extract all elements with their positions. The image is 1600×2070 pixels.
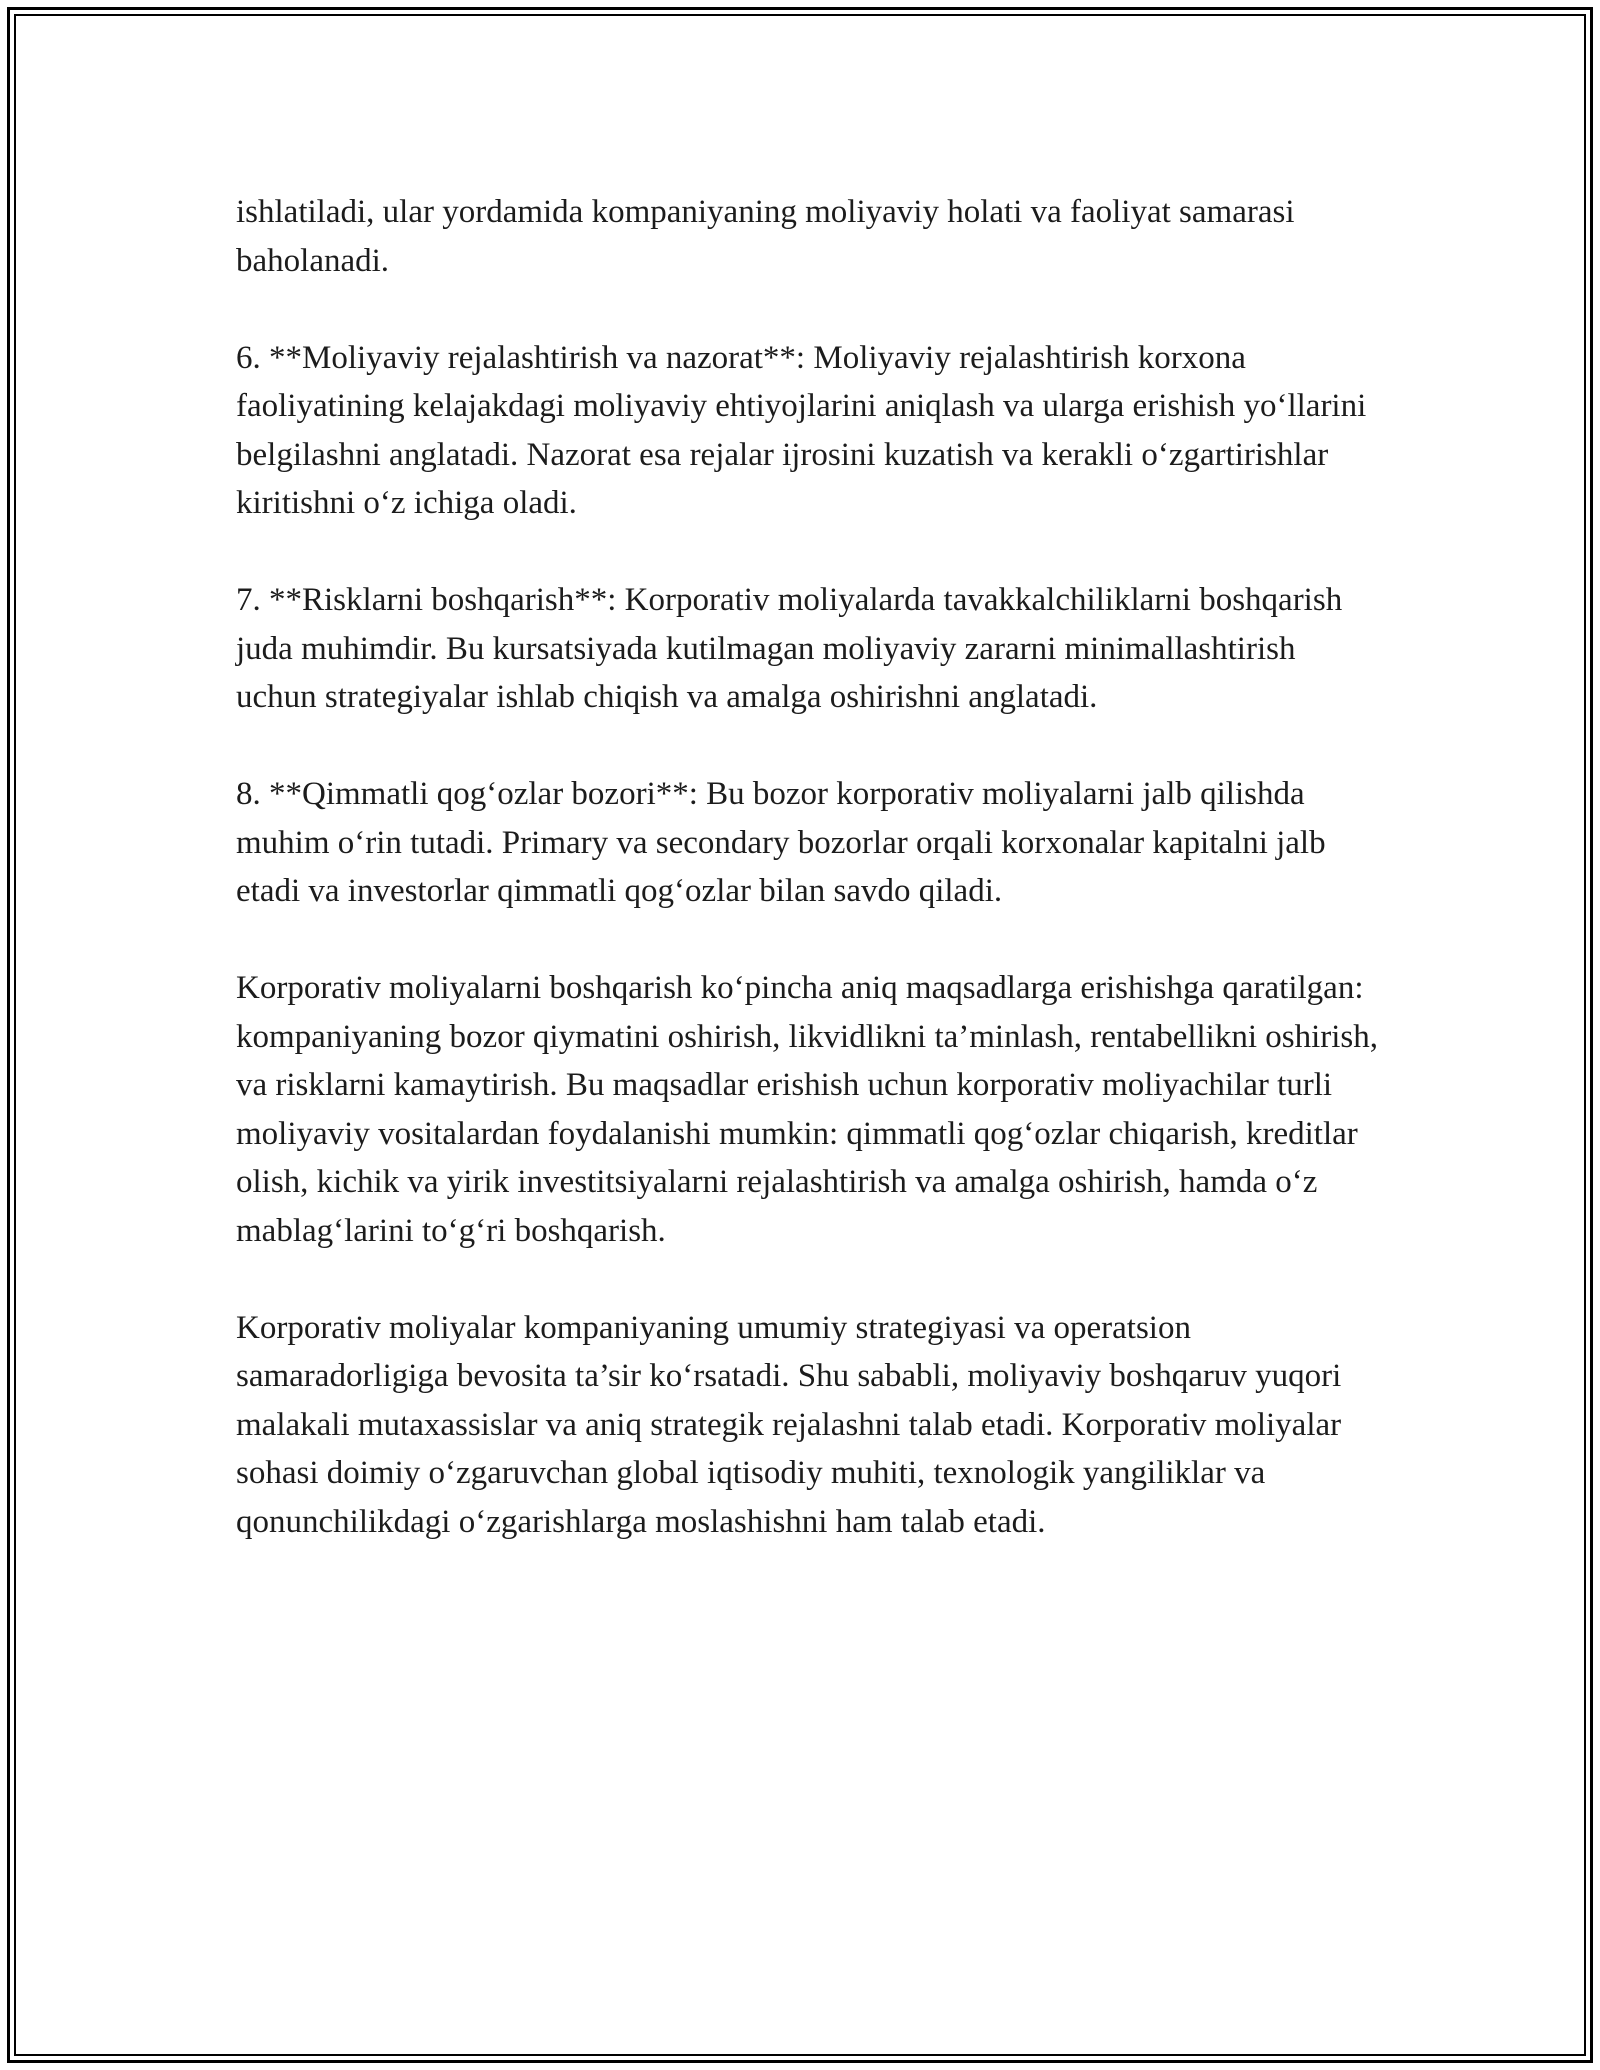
document-body (236, 188, 1381, 1546)
paragraph-item-8-securities-market: 8. **Qimmatli qog‘ozlar bozori**: Bu bozor korporativ moliyalarni jalb qilishda muhim o‘rin tutadi. Primary va secondary bozorlar orqali korxonalar kapitalni jalb etadi va investorlar qimmatli qog‘ozlar bilan savdo qiladi. (236, 776, 1326, 909)
paragraph-item-6-financial-planning: 6. **Moliyaviy rejalashtirish va nazorat**: Moliyaviy rejalashtirish korxona faoliyatining kelajakdagi moliyaviy ehtiyojlarini aniqlash va ularga erishish yo‘llarini belgilashni anglatadi. Nazorat esa rejalar ijrosini kuzatish va kerakli o‘zgartirishlar kiritishni o‘z ichiga oladi. (236, 339, 1367, 521)
paragraph-management-goals: Korporativ moliyalarni boshqarish ko‘pincha aniq maqsadlarga erishishga qaratilgan: kompaniyaning bozor qiymatini oshirish, likvidlikni ta’minlash, rentabellikni oshirish, va risklarni kamaytirish. Bu maqsadlar erishish uchun korporativ moliyachilar turli moliyaviy vositalardan foydalanishi mumkin: qimmatli qog‘ozlar chiqarish, kreditlar olish, kichik va yirik investitsiyalarni rejalashtirish va amalga oshirish, hamda o‘z mablag‘larini to‘g‘ri boshqarish. (236, 970, 1379, 1249)
paragraph-conclusion: Korporativ moliyalar kompaniyaning umumiy strategiyasi va operatsion samaradorligiga bevosita ta’sir ko‘rsatadi. Shu sababli, moliyaviy boshqaruv yuqori malakali mutaxassislar va aniq strategik rejalashni talab etadi. Korporativ moliyalar sohasi doimiy o‘zgaruvchan global iqtisodiy muhiti, texnologik yangiliklar va qonunchilikdagi o‘zgarishlarga moslashishni ham talab etadi. (236, 1309, 1342, 1540)
paragraph-item-7-risk-management: 7. **Risklarni boshqarish**: Korporativ moliyalarda tavakkalchiliklarni boshqarish juda muhimdir. Bu kursatsiyada kutilmagan moliyaviy zararni minimallashtirish uchun strategiyalar ishlab chiqish va amalga oshirishni anglatadi. (236, 582, 1343, 715)
paragraph-continuation: ishlatiladi, ular yordamida kompaniyaning moliyaviy holati va faoliyat samarasi baholanadi. (236, 194, 1295, 279)
